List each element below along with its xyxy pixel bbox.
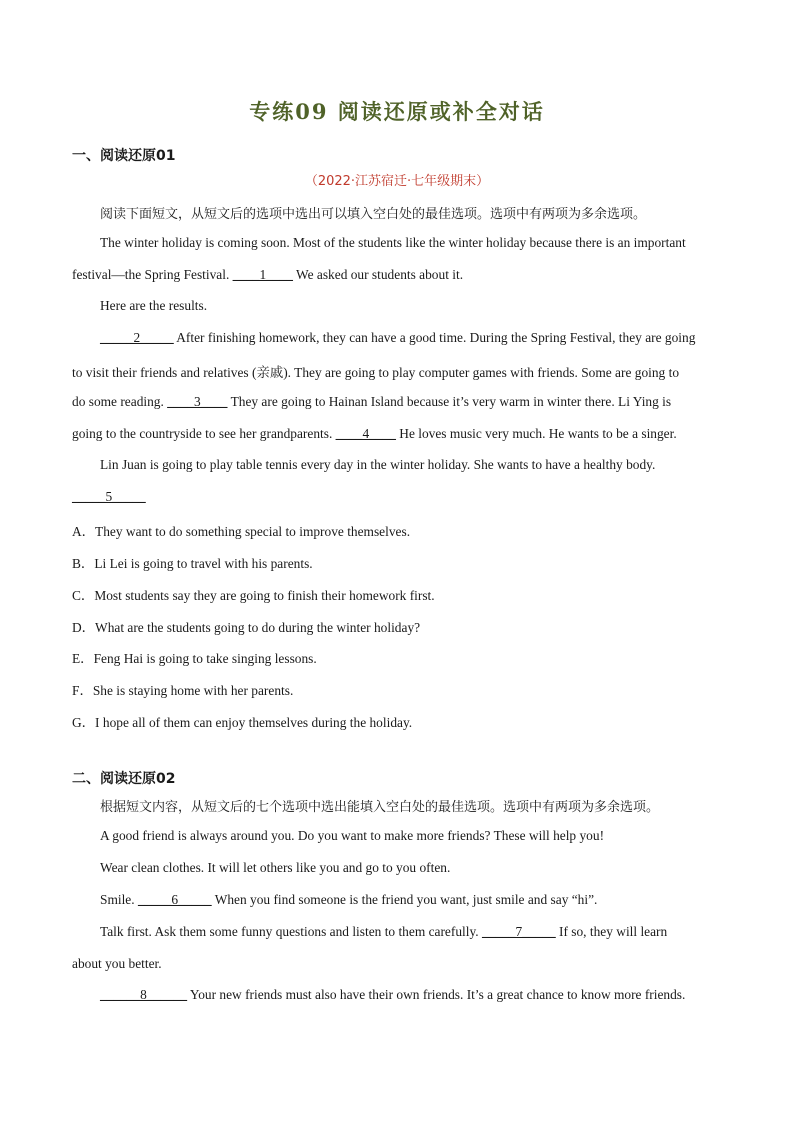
passage-text: Smile. <box>100 892 138 907</box>
passage-text: We asked our students about it. <box>292 267 464 282</box>
instruction-text: 根据短文内容，从短文后的七个选项中选出能填入空白处的最佳选项。选项中有两项为多余选项。 <box>100 800 660 815</box>
passage-text: festival—the Spring Festival. <box>72 267 233 282</box>
option-c: C．Most students say they are going to finish their homework first. <box>72 588 435 603</box>
passage-text: They are going to Hainan Island because it’s very warm in winter there. Li Ying is <box>227 394 672 409</box>
answer-blank-7[interactable]: _____7_____ <box>482 924 556 939</box>
answer-blank-8[interactable]: ______8______ <box>100 987 188 1002</box>
passage-line <box>100 987 722 1003</box>
answer-blank-5[interactable]: _____5_____ <box>72 489 146 504</box>
answer-blank-4[interactable]: ____4____ <box>335 426 396 441</box>
option-f: F．She is staying home with her parents. <box>72 683 294 698</box>
passage-text: When you find someone is the friend you want, just smile and say “hi”. <box>211 892 598 907</box>
passage-line: to visit their friends and relatives (亲戚). They are going to play computer games with friends. Some are going to <box>72 365 680 380</box>
passage-text: If so, they will learn <box>555 924 668 939</box>
option-a: A．They want to do something special to improve themselves. <box>72 524 411 539</box>
passage-line: A good friend is always around you. Do you want to make more friends? These will help you! <box>100 828 605 843</box>
passage-line: The winter holiday is coming soon. Most of the students like the winter holiday because there is an important <box>100 235 686 250</box>
passage-line <box>72 267 722 283</box>
passage-text: After finishing homework, they can have a good time. During the Spring Festival, they are going <box>173 330 696 345</box>
option-b: B．Li Lei is going to travel with his parents. <box>72 556 313 571</box>
option-g: G．I hope all of them can enjoy themselves during the holiday. <box>72 715 413 730</box>
answer-blank-1[interactable]: ____1____ <box>232 267 293 282</box>
passage-line: about you better. <box>72 956 162 971</box>
page-title: 专练09 阅读还原或补全对话 <box>249 99 545 124</box>
passage-line: Wear clean clothes. It will let others like you and go to you often. <box>100 860 451 875</box>
instruction-text: 阅读下面短文，从短文后的选项中选出可以填入空白处的最佳选项。选项中有两项为多余选项。 <box>100 207 647 222</box>
passage-text: He loves music very much. He wants to be a singer. <box>395 426 677 441</box>
passage-text: Your new friends must also have their own friends. It’s a great chance to know more friends. <box>187 987 686 1002</box>
answer-blank-6[interactable]: _____6_____ <box>137 892 212 907</box>
passage-line <box>72 426 722 442</box>
passage-line <box>100 924 722 940</box>
passage-line: Here are the results. <box>100 298 208 313</box>
option-d: D．What are the students going to do during the winter holiday? <box>72 620 421 635</box>
answer-blank-3[interactable]: ____3____ <box>167 394 228 409</box>
answer-blank-2[interactable]: _____2_____ <box>100 330 174 345</box>
passage-text: going to the countryside to see her grandparents. <box>72 426 336 441</box>
passage-line <box>72 489 722 505</box>
passage-line <box>100 330 722 346</box>
passage-line: Lin Juan is going to play table tennis every day in the winter holiday. She wants to have a healthy body. <box>100 457 656 472</box>
passage-text: do some reading. <box>72 394 168 409</box>
question-source: （2022·江苏宿迁·七年级期末） <box>304 174 490 189</box>
section-heading-1: 一、阅读还原01 <box>72 148 176 164</box>
option-e: E．Feng Hai is going to take singing lessons. <box>72 651 317 666</box>
passage-text: Talk first. Ask them some funny questions and listen to them carefully. <box>100 924 482 939</box>
section-heading-2: 二、阅读还原02 <box>72 771 176 787</box>
passage-line <box>100 892 722 908</box>
passage-line <box>72 394 722 410</box>
